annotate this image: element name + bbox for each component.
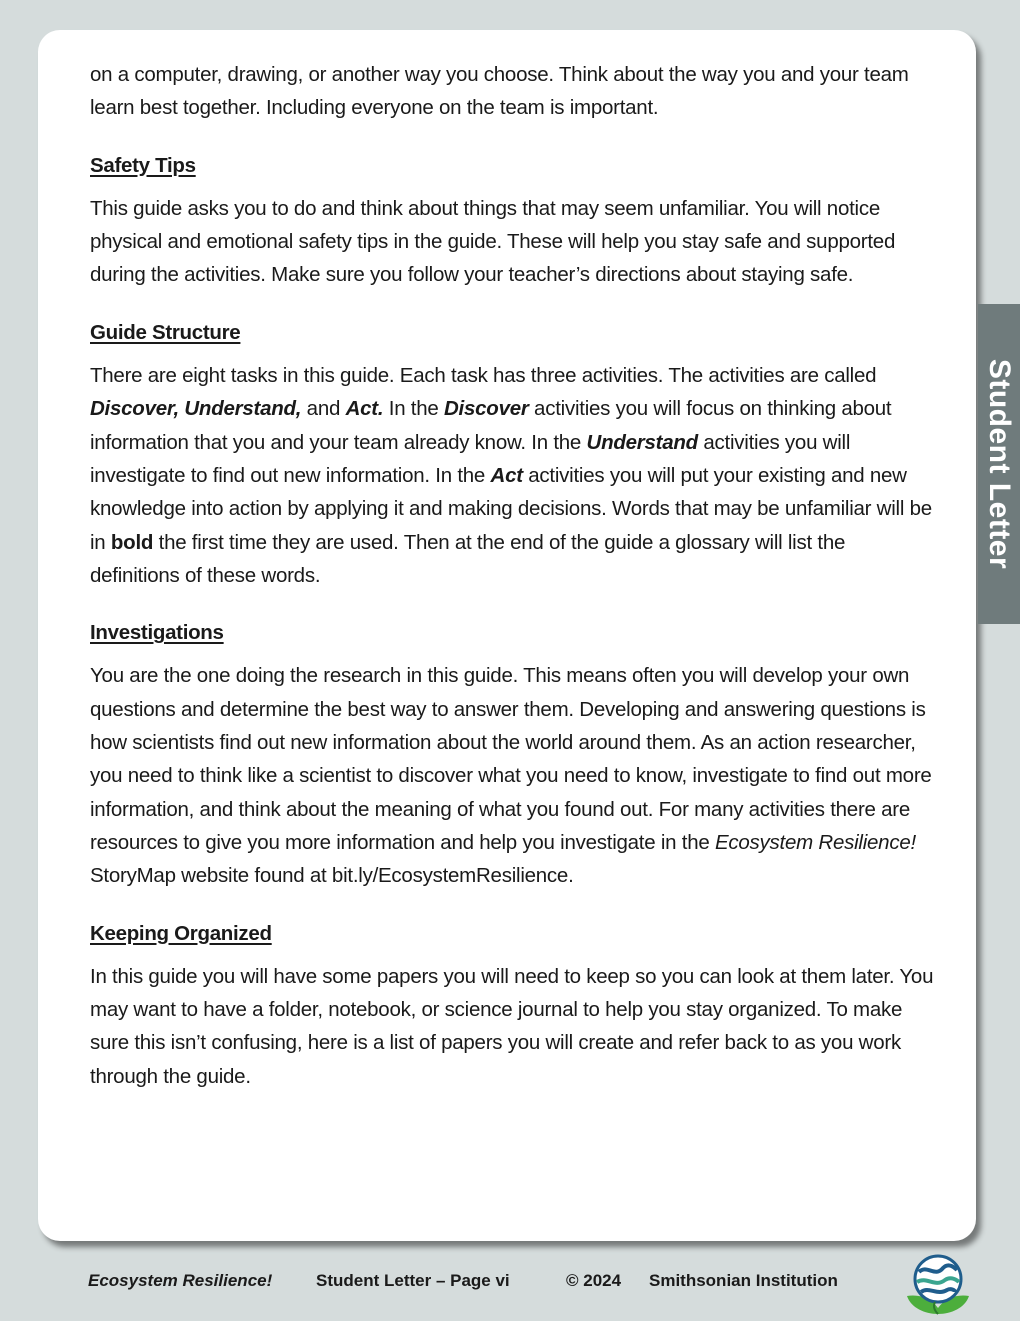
keeping-organized-heading: Keeping Organized — [90, 921, 272, 945]
intro-paragraph: on a computer, drawing, or another way you choose. Think about the way you and your team learn best together. Including everyone on the team is important. — [90, 63, 909, 120]
guide-structure-paragraph: There are eight tasks in this guide. Each task has three activities. The activities are called Discover, Understand, and Act. In the Discover activities you will focus on thinking about information that you and your team already know. In the Understand activities you will investigate to find out new information. In the Act activities you will put your existing and new knowledge into action by applying it and making decisions. Words that may be unfamiliar will be in bold the first time they are used. Then at the end of the guide a glossary will list the definitions of these words. — [90, 364, 932, 587]
investigations-paragraph: You are the one doing the research in this guide. This means often you will develop your own questions and determine the best way to answer them. Developing and answering questions is how scientists find out new information about the world around them. As an action researcher, you need to think like a scientist to discover what you need to know, investigate to find out more information, and think about the meaning of what you found out. For many activities there are resources to give you more information and help you investigate in the Ecosystem Resilience! StoryMap website found at bit.ly/EcosystemResilience. — [90, 664, 932, 888]
safety-tips-paragraph: This guide asks you to do and think about things that may seem unfamiliar. You will notice physical and emotional safety tips in the guide. These will help you stay safe and supported during the activities. Make sure you follow your teacher’s directions about staying safe. — [90, 196, 896, 287]
safety-tips-heading: Safety Tips — [90, 153, 196, 177]
section-side-tab — [978, 304, 1020, 624]
keeping-organized-paragraph: In this guide you will have some papers you will need to keep so you can look at them later. You may want to have a folder, notebook, or science journal to help you stay organized. To make sure this isn’t confusing, here is a list of papers you will create and refer back to as you work through the guide. — [90, 964, 934, 1088]
logo-graphic-icon — [905, 1252, 971, 1316]
page-footer — [0, 1271, 1020, 1295]
ecosystem-resilience-logo-icon — [905, 1252, 971, 1316]
side-tab-label: Student Letter — [983, 358, 1016, 570]
guide-structure-heading: Guide Structure — [90, 320, 241, 344]
investigations-heading: Investigations — [90, 621, 224, 645]
storymap-title: Ecosystem Resilience! — [714, 830, 916, 854]
term-discover: Discover — [444, 397, 529, 421]
term-act-2: Act — [490, 463, 523, 487]
term-bold: bold — [110, 530, 154, 554]
footer-copyright: © 2024 — [566, 1271, 622, 1290]
footer-organization: Smithsonian Institution — [649, 1271, 838, 1290]
footer-page-label: Student Letter – Page vi — [316, 1271, 510, 1290]
term-act: Act. — [345, 397, 384, 421]
term-understand: Understand — [586, 430, 698, 454]
page-content — [90, 58, 935, 1093]
term-discover-understand: Discover, Understand, — [90, 397, 302, 421]
page-card — [38, 30, 976, 1241]
footer-guide-title: Ecosystem Resilience! — [88, 1271, 273, 1290]
